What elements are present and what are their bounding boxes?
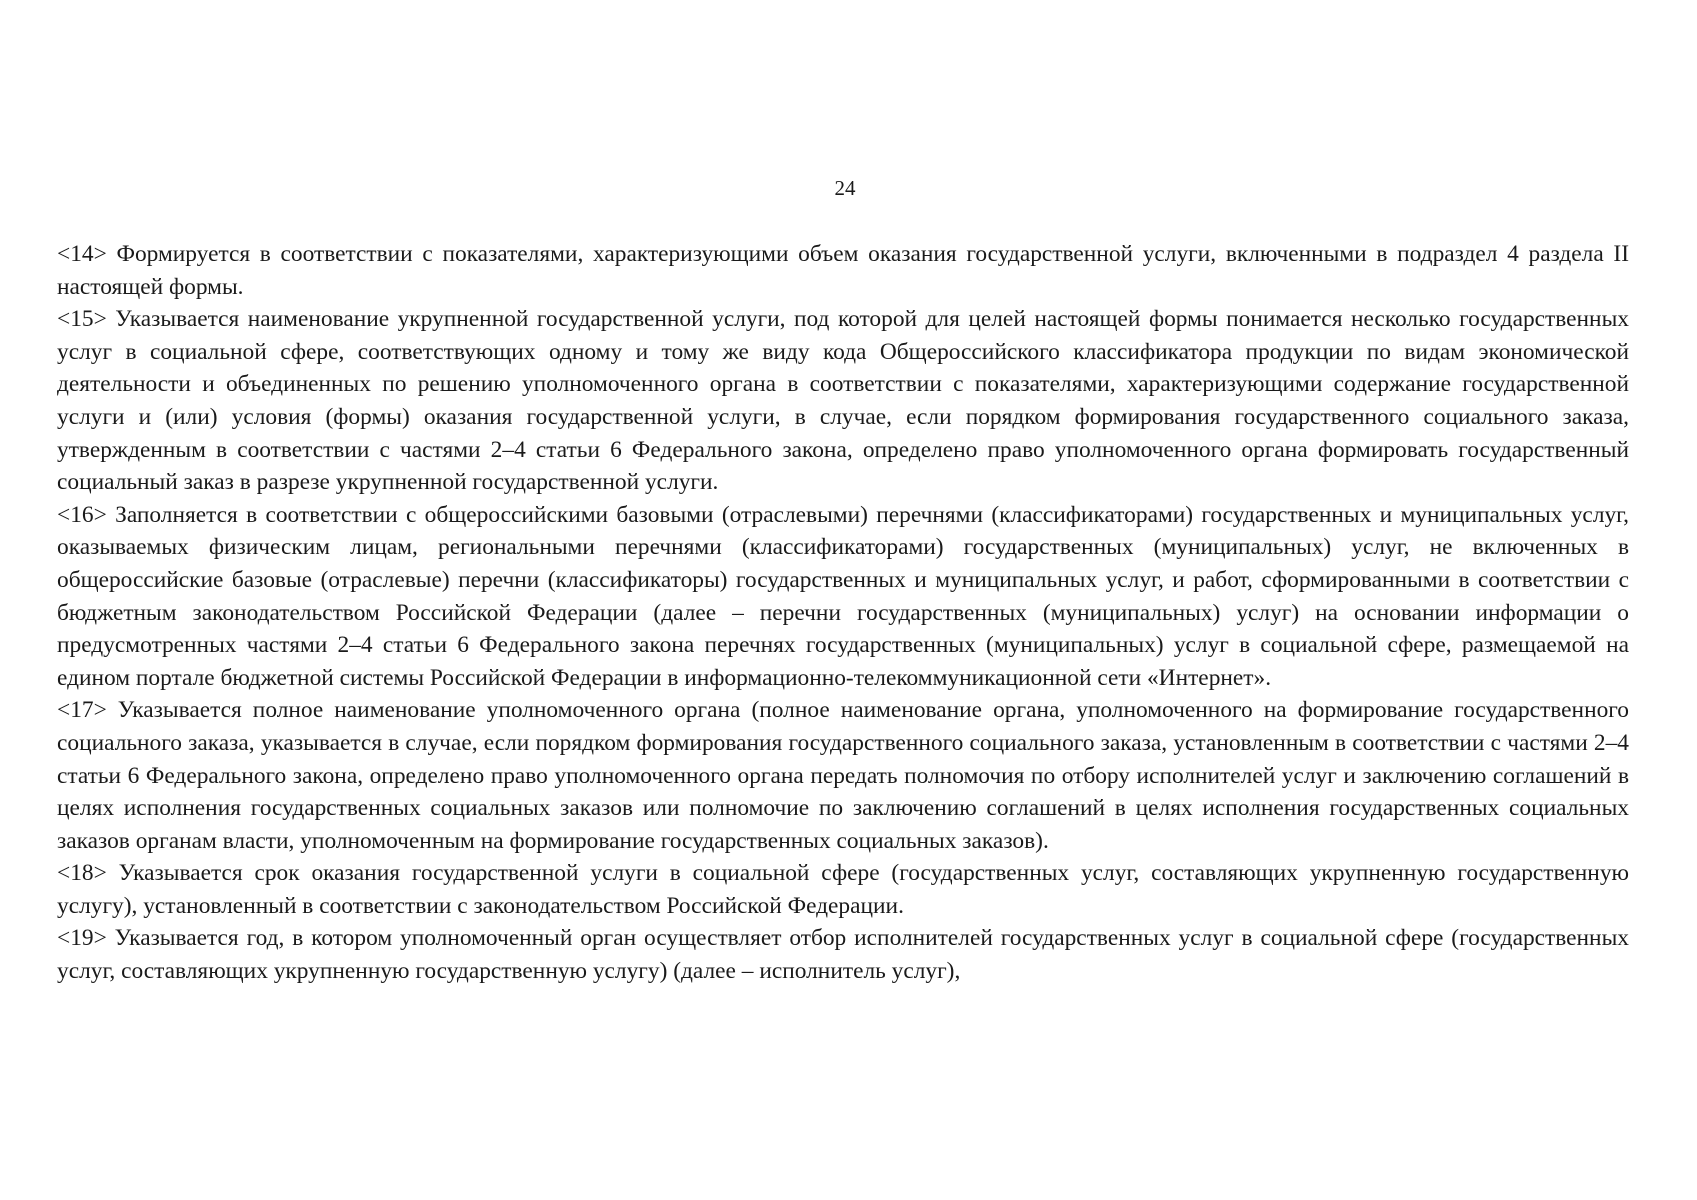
footnote-18: <18> Указывается срок оказания государственной услуги в социальной сфере (государственных услуг, составляющих укрупненную государственную услугу), установленный в соответствии с законодательством Российской Федерации. xyxy=(57,860,1629,919)
footnotes-list xyxy=(57,238,1629,988)
page-number: 24 xyxy=(834,176,856,200)
footnote-14: <14> Формируется в соответствии с показателями, характеризующими объем оказания государственной услуги, включенными в подраздел 4 раздела II настоящей формы. xyxy=(57,241,1629,300)
footnote-19: <19> Указывается год, в котором уполномоченный орган осуществляет отбор исполнителей государственных услуг в социальной сфере (государственных услуг, составляющих укрупненную государственную услугу) (далее – исполнитель услуг), xyxy=(57,925,1629,985)
footnote-17: <17> Указывается полное наименование уполномоченного органа (полное наименование органа, уполномоченного на формирование государственного социального заказа, указывается в случае, если порядком формирования государственного социального заказа, установленным в соответствии с частями 2–4 статьи 6 Федерального закона, определено право уполномоченного органа передать полномочия по отбору исполнителей услуг и заключению соглашений в целях исполнения государственных социальных заказов или полномочие по заключению соглашений в целях исполнения государственных социальных заказов органам власти, уполномоченным на формирование государственных социальных заказов). xyxy=(57,697,1629,854)
footnote-16: <16> Заполняется в соответствии с общероссийскими базовыми (отраслевыми) перечнями (классификаторами) государственных и муниципальных услуг, оказываемых физическим лицам, региональными перечнями (классификаторами) государственных (муниципальных) услуг, не включенных в общероссийские базовые (отраслевые) перечни (классификаторы) государственных и муниципальных услуг, и работ, сформированными в соответствии с бюджетным законодательством Российской Федерации (далее – перечни государственных (муниципальных) услуг) на основании информации о предусмотренных частями 2–4 статьи 6 Федерального закона перечнях государственных (муниципальных) услуг в социальной сфере, размещаемой на едином портале бюджетной системы Российской Федерации в информационно-телекоммуникационной сети «Интернет». xyxy=(57,501,1629,691)
footnote-15: <15> Указывается наименование укрупненной государственной услуги, под которой для целей настоящей формы понимается несколько государственных услуг в социальной сфере, соответствующих одному и тому же виду кода Общероссийского классификатора продукции по видам экономической деятельности и объединенных по решению уполномоченного органа в соответствии с показателями, характеризующими содержание государственной услуги и (или) условия (формы) оказания государственной услуги, в случае, если порядком формирования государственного социального заказа, утвержденным в соответствии с частями 2–4 статьи 6 Федерального закона, определено право уполномоченного органа формировать государственный социальный заказ в разрезе укрупненной государственной услуги. xyxy=(57,306,1629,496)
